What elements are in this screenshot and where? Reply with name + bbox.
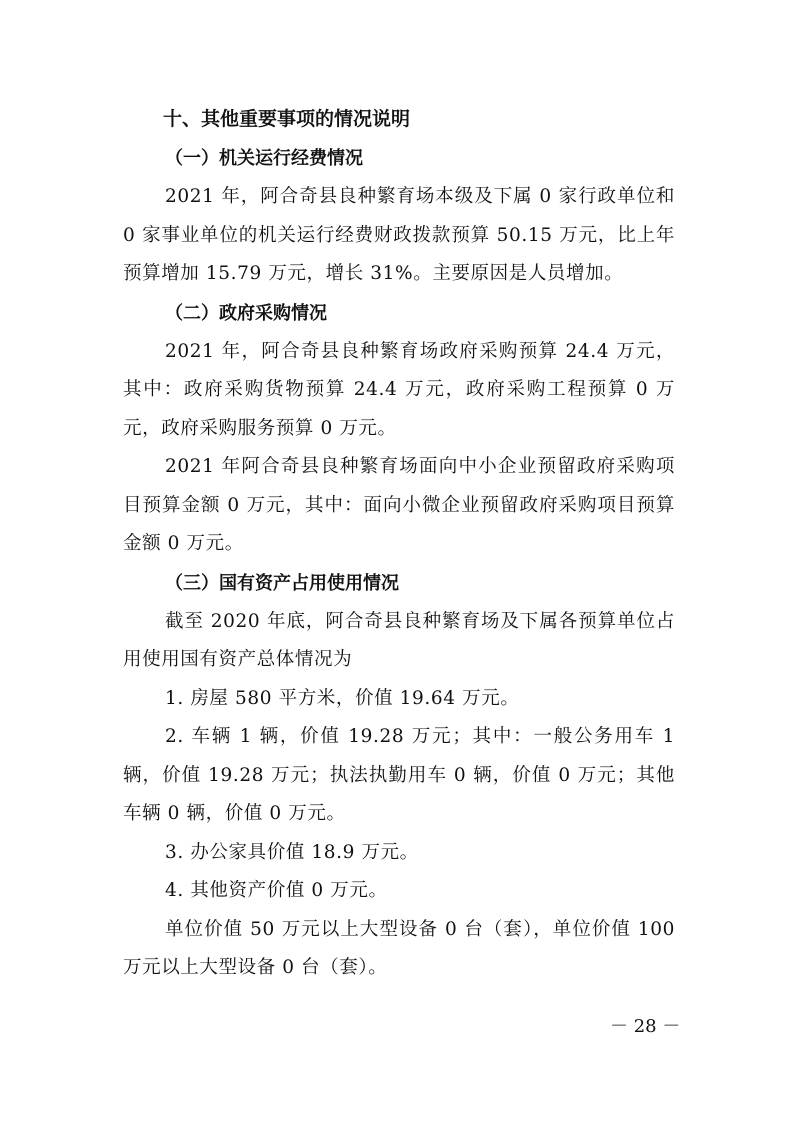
subsection-state-assets <box>123 564 675 988</box>
document-body <box>123 100 675 988</box>
list-item: 3. 办公家具价值 18.9 万元。 <box>165 841 419 863</box>
list-item: 1. 房屋 580 平方米，价值 19.64 万元。 <box>165 687 520 709</box>
section-title: 十、其他重要事项的情况说明 <box>163 108 411 130</box>
paragraph: 单位价值 50 万元以上大型设备 0 台（套），单位价值 100 万元以上大型设备 0 台（套）。 <box>123 918 675 978</box>
paragraph: 2021 年，阿合奇县良种繁育场本级及下属 0 家行政单位和 0 家事业单位的机关运行经费财政拨款预算 50.15 万元，比上年预算增加 15.79 万元，增长 31%。主要原因是人员增加。 <box>123 186 675 284</box>
subsection-operating-expenses <box>123 139 675 294</box>
list-item: 4. 其他资产价值 0 万元。 <box>165 880 388 901</box>
paragraph: 2021 年，阿合奇县良种繁育场政府采购预算 24.4 万元，其中：政府采购货物预算 24.4 万元，政府采购工程预算 0 万元，政府采购服务预算 0 万元。 <box>123 340 675 439</box>
page-number: － 28 － <box>610 1016 681 1037</box>
subsection-title: （三）国有资产占用使用情况 <box>165 572 399 594</box>
list-item: 2. 车辆 1 辆，价值 19.28 万元；其中：一般公务用车 1 辆，价值 19.28 万元；执法执勤用车 0 辆，价值 0 万元；其他车辆 0 辆，价值 0 万元。 <box>123 726 675 824</box>
subsection-title: （二）政府采购情况 <box>165 302 327 324</box>
subsection-government-procurement <box>123 294 675 564</box>
subsection-title: （一）机关运行经费情况 <box>165 148 363 169</box>
paragraph: 2021 年阿合奇县良种繁育场面向中小企业预留政府采购项目预算金额 0 万元，其中：面向小微企业预留政府采购项目预算金额 0 万元。 <box>123 456 675 554</box>
paragraph: 截至 2020 年底，阿合奇县良种繁育场及下属各预算单位占用使用国有资产总体情况为 <box>123 610 675 670</box>
